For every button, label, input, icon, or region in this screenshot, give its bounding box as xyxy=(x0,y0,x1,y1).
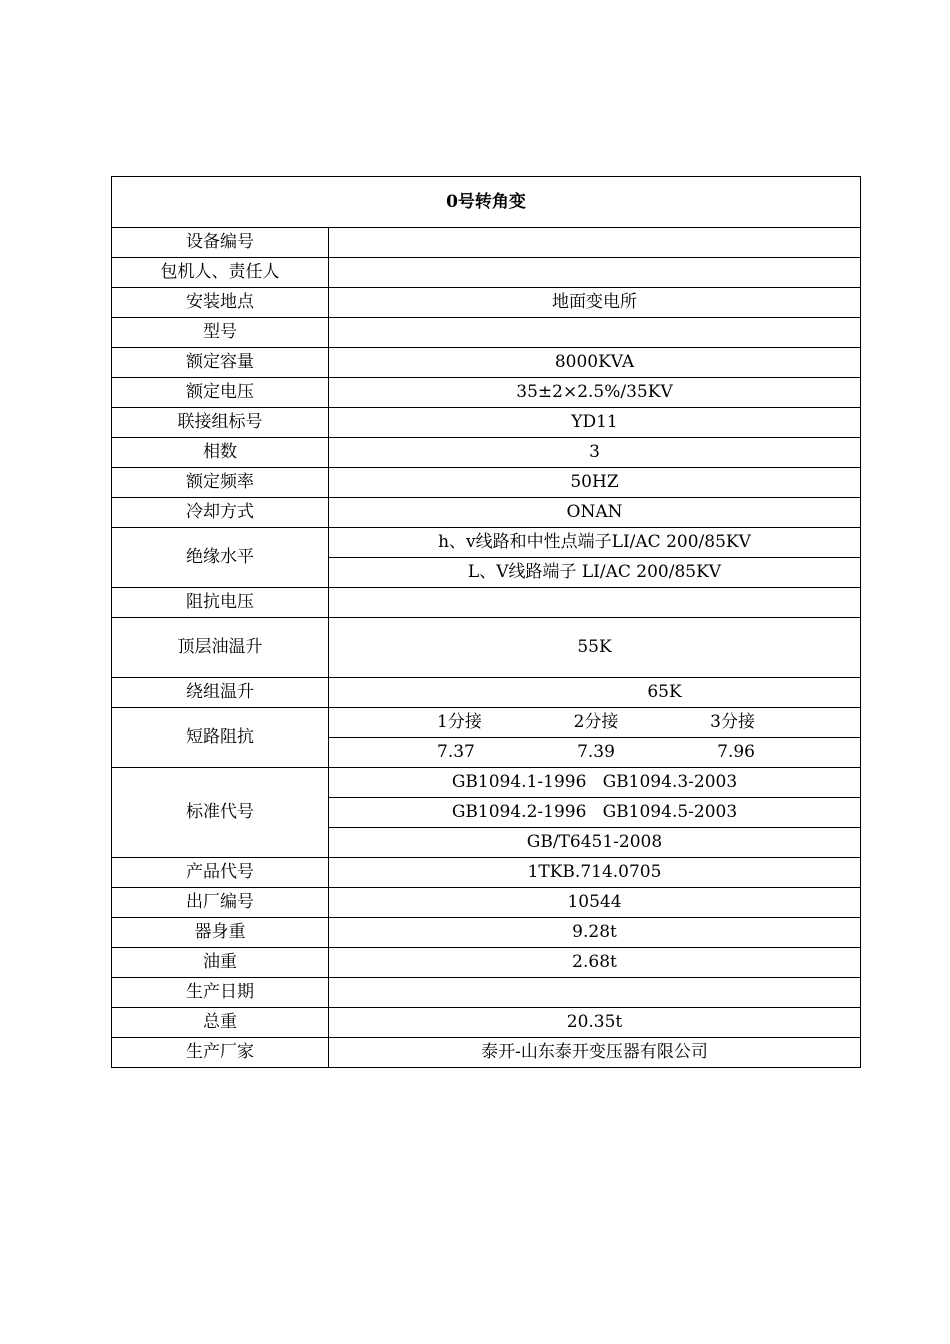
label-total-weight: 总重 xyxy=(112,1008,329,1038)
label-body-weight: 器身重 xyxy=(112,918,329,948)
row-phases xyxy=(112,438,861,468)
tap-1-value: 7.37 xyxy=(437,742,475,762)
value-rated-voltage: 35±2×2.5%/35KV xyxy=(329,378,861,408)
label-rated-voltage: 额定电压 xyxy=(112,378,329,408)
label-product-code: 产品代号 xyxy=(112,858,329,888)
tap-3-value: 7.96 xyxy=(717,742,755,762)
row-manufacturer xyxy=(112,1038,861,1068)
label-winding-rise: 绕组温升 xyxy=(112,678,329,708)
value-serial-no: 10544 xyxy=(329,888,861,918)
value-top-oil-rise: 55K xyxy=(329,618,861,678)
value-insulation-2: L、V线路端子 LI/AC 200/85KV xyxy=(329,558,861,588)
tap-2-label: 2分接 xyxy=(573,712,619,732)
label-short-circuit: 短路阻抗 xyxy=(112,708,329,768)
row-responsible xyxy=(112,258,861,288)
value-model xyxy=(329,318,861,348)
row-top-oil-rise xyxy=(112,618,861,678)
value-oil-weight: 2.68t xyxy=(329,948,861,978)
tap-3-label: 3分接 xyxy=(710,712,755,732)
label-model: 型号 xyxy=(112,318,329,348)
label-serial-no: 出厂编号 xyxy=(112,888,329,918)
label-insulation: 绝缘水平 xyxy=(112,528,329,588)
row-cooling xyxy=(112,498,861,528)
label-vector-group: 联接组标号 xyxy=(112,408,329,438)
label-impedance-voltage: 阻抗电压 xyxy=(112,588,329,618)
value-winding-rise-cell xyxy=(329,678,861,708)
row-standards-1 xyxy=(112,768,861,798)
label-location: 安装地点 xyxy=(112,288,329,318)
row-short-circuit-taps xyxy=(112,708,861,738)
tap-1-label: 1分接 xyxy=(437,712,482,732)
label-standards: 标准代号 xyxy=(112,768,329,858)
label-rated-frequency: 额定频率 xyxy=(112,468,329,498)
label-top-oil-rise: 顶层油温升 xyxy=(112,618,329,678)
value-standards-1: GB1094.1-1996 GB1094.3-2003 xyxy=(329,768,861,798)
row-body-weight xyxy=(112,918,861,948)
row-oil-weight xyxy=(112,948,861,978)
label-production-date: 生产日期 xyxy=(112,978,329,1008)
value-production-date xyxy=(329,978,861,1008)
row-winding-rise xyxy=(112,678,861,708)
value-manufacturer: 泰开-山东泰开变压器有限公司 xyxy=(329,1038,861,1068)
row-device-no xyxy=(112,228,861,258)
value-total-weight: 20.35t xyxy=(329,1008,861,1038)
label-responsible: 包机人、责任人 xyxy=(112,258,329,288)
label-device-no: 设备编号 xyxy=(112,228,329,258)
value-body-weight: 9.28t xyxy=(329,918,861,948)
value-rated-capacity: 8000KVA xyxy=(329,348,861,378)
value-winding-rise: 65K xyxy=(647,682,682,702)
short-circuit-taps-cell xyxy=(329,708,861,738)
value-impedance-voltage xyxy=(329,588,861,618)
value-location: 地面变电所 xyxy=(329,288,861,318)
value-device-no xyxy=(329,228,861,258)
value-rated-frequency: 50HZ xyxy=(329,468,861,498)
row-vector-group xyxy=(112,408,861,438)
value-standards-3: GB/T6451-2008 xyxy=(329,828,861,858)
value-cooling: ONAN xyxy=(329,498,861,528)
row-insulation-1 xyxy=(112,528,861,558)
label-phases: 相数 xyxy=(112,438,329,468)
label-manufacturer: 生产厂家 xyxy=(112,1038,329,1068)
row-total-weight xyxy=(112,1008,861,1038)
row-serial-no xyxy=(112,888,861,918)
label-oil-weight: 油重 xyxy=(112,948,329,978)
value-responsible xyxy=(329,258,861,288)
row-model xyxy=(112,318,861,348)
transformer-spec-table xyxy=(111,176,861,1068)
tap-2-value: 7.39 xyxy=(577,742,615,762)
value-vector-group: YD11 xyxy=(329,408,861,438)
table-title: 0号转角变 xyxy=(112,177,861,228)
label-rated-capacity: 额定容量 xyxy=(112,348,329,378)
row-production-date xyxy=(112,978,861,1008)
row-impedance-voltage xyxy=(112,588,861,618)
value-product-code: 1TKB.714.0705 xyxy=(329,858,861,888)
value-phases: 3 xyxy=(329,438,861,468)
short-circuit-values-cell xyxy=(329,738,861,768)
value-standards-2: GB1094.2-1996 GB1094.5-2003 xyxy=(329,798,861,828)
row-location xyxy=(112,288,861,318)
label-cooling: 冷却方式 xyxy=(112,498,329,528)
value-insulation-1: h、v线路和中性点端子LI/AC 200/85KV xyxy=(329,528,861,558)
row-product-code xyxy=(112,858,861,888)
row-rated-capacity xyxy=(112,348,861,378)
row-rated-voltage xyxy=(112,378,861,408)
row-rated-frequency xyxy=(112,468,861,498)
